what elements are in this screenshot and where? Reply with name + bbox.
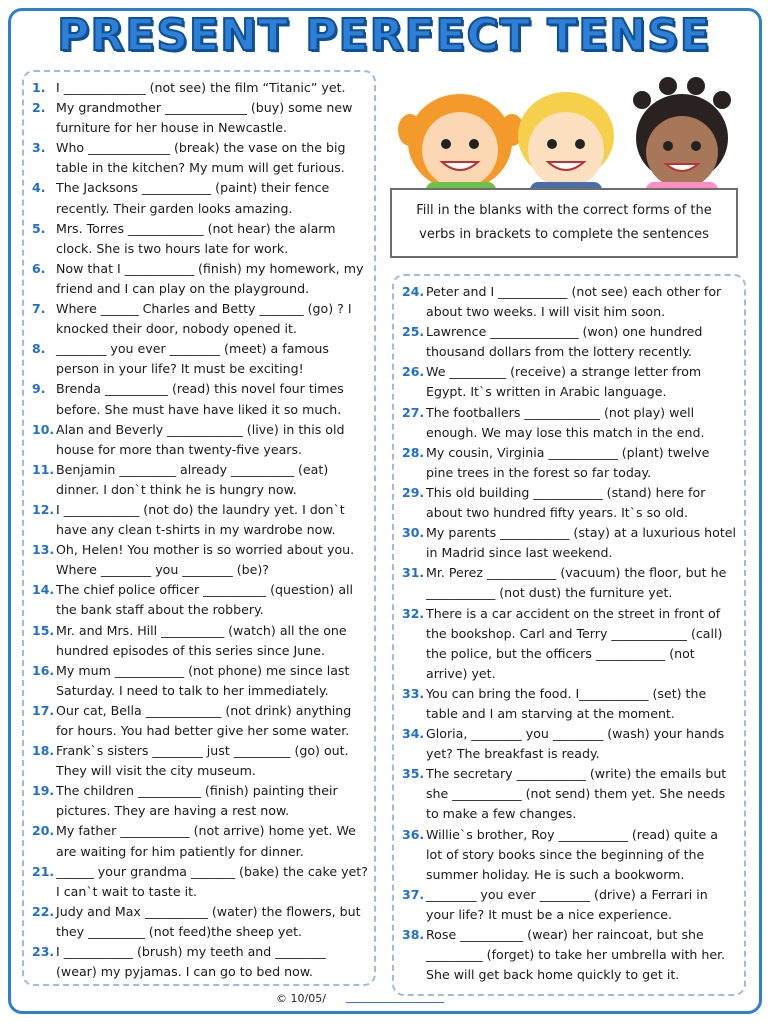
question-item [402,885,738,925]
question-item [32,862,368,902]
footer-underline [346,1002,444,1003]
question-text: Gloria, ________ you ________ (wash) your hands yet? The breakfast is ready. [426,726,725,762]
question-text: My mum ___________ (not phone) me since last Saturday. I need to talk to her immediately. [56,662,350,698]
question-item [32,178,368,218]
question-item [402,443,738,483]
question-number: 33. [402,685,425,701]
question-list-left [32,78,368,982]
question-number: 9. [32,381,46,397]
question-item [402,925,738,985]
question-number: 5. [32,220,46,236]
question-item [402,322,738,362]
children-illustration [390,70,742,200]
question-text: Mr. and Mrs. Hill __________ (watch) all the one hundred episodes of this series since June. [56,622,347,658]
question-text: Who _____________ (break) the vase on the big table in the kitchen? My mum will get furious. [56,140,346,176]
question-text: My parents ___________ (stay) at a luxurious hotel in Madrid since last weekend. [426,525,737,561]
question-item [402,282,738,322]
question-number: 12. [32,501,55,517]
instruction-box: Fill in the blanks with the correct forms of the verbs in brackets to complete the sentences [390,188,738,258]
question-number: 10. [32,421,55,437]
question-number: 18. [32,743,55,759]
question-text: The secretary ___________ (write) the emails but she ___________ (not send) them yet. She needs to make a few changes. [426,766,727,822]
left-question-column [22,70,376,986]
question-number: 25. [402,324,425,340]
girl-orange-hair-icon [398,94,524,200]
question-text: You can bring the food. I___________ (set) the table and I am starving at the moment. [426,685,707,721]
question-item [402,563,738,603]
question-text: Mrs. Torres ____________ (not hear) the alarm clock. She is two hours late for work. [56,220,336,256]
question-text: Mr. Perez ___________ (vacuum) the floor, but he ___________ (not dust) the furniture yet. [426,565,727,601]
question-number: 28. [402,444,425,460]
right-question-column [392,274,746,996]
question-number: 17. [32,702,55,718]
question-item [32,420,368,460]
question-number: 11. [32,461,55,477]
question-text: My father ___________ (not arrive) home yet. We are waiting for him patiently for dinner. [56,823,356,859]
question-item [402,684,738,724]
question-number: 19. [32,783,55,799]
question-item [402,724,738,764]
question-text: The chief police officer __________ (question) all the bank staff about the robbery. [56,582,354,618]
question-list-right [402,282,738,985]
question-text: ________ you ever ________ (meet) a famous person in your life? It must be exciting! [56,341,329,377]
question-text: Our cat, Bella ____________ (not drink) anything for hours. You had better give her some water. [56,702,352,738]
question-text: Frank`s sisters ________ just _________ (go) out. They will visit the city museum. [56,743,349,779]
question-item [32,942,368,982]
question-text: The footballers ____________ (not play) well enough. We may lose this match in the end. [426,404,705,440]
question-item [32,460,368,500]
question-text: My grandmother _____________ (buy) some new furniture for her house in Newcastle. [56,100,353,136]
question-text: Lawrence ______________ (won) one hundred thousand dollars from the lottery recently. [426,324,703,360]
question-item [32,661,368,701]
question-text: Willie`s brother, Roy ___________ (read) quite a lot of story books since the beginning of the summer holiday. He is such a bookworm. [426,826,718,882]
question-item [32,339,368,379]
question-number: 14. [32,582,55,598]
question-text: Now that I ___________ (finish) my homework, my friend and I can play on the playground. [56,260,364,296]
question-number: 13. [32,542,55,558]
question-item [32,580,368,620]
question-item [32,741,368,781]
question-text: The Jacksons ___________ (paint) their fence recently. Their garden looks amazing. [56,180,330,216]
question-item [32,259,368,299]
question-item [32,621,368,661]
question-number: 37. [402,886,425,902]
question-text: I ___________ (brush) my teeth and ________ (wear) my pyjamas. I can go to bed now. [56,944,326,980]
question-text: Oh, Helen! You mother is so worried about you. Where ________ you ________ (be)? [56,542,355,578]
question-item [402,362,738,402]
question-number: 30. [402,525,425,541]
question-text: Rose __________ (wear) her raincoat, but she _________ (forget) to take her umbrella with her. She will get back home quickly to get it. [426,927,726,983]
question-item [402,825,738,885]
question-item [32,781,368,821]
copyright-footer: © 10/05/ [276,992,326,1005]
page-title: PRESENT PERFECT TENSE [57,10,711,61]
question-item [32,219,368,259]
question-number: 2. [32,100,46,116]
question-text: Alan and Beverly ____________ (live) in this old house for more than twenty-five years. [56,421,345,457]
question-text: ________ you ever ________ (drive) a Ferrari in your life? It must be a nice experience. [426,886,708,922]
question-item [402,483,738,523]
question-text: We _________ (receive) a strange letter from Egypt. It`s written in Arabic language. [426,364,702,400]
question-item [402,764,738,824]
question-number: 29. [402,484,425,500]
question-item [32,500,368,540]
question-text: Where ______ Charles and Betty _______ (go) ? I knocked their door, nobody opened it. [56,301,352,337]
question-number: 31. [402,565,425,581]
question-item [32,902,368,942]
question-item [32,540,368,580]
question-text: I ____________ (not do) the laundry yet. I don`t have any clean t-shirts in my wardrobe now. [56,501,345,538]
question-item [32,98,368,138]
question-item [402,523,738,563]
question-item [32,78,368,98]
question-number: 23. [32,944,55,960]
question-number: 27. [402,404,425,420]
question-text: This old building ___________ (stand) here for about two hundred fifty years. It`s so old. [426,484,706,521]
boy-blonde-hair-icon [518,92,614,200]
question-number: 1. [32,80,46,95]
girl-dark-hair-icon [633,77,731,200]
question-text: The children __________ (finish) painting their pictures. They are having a rest now. [56,783,338,819]
question-number: 26. [402,364,425,380]
question-number: 4. [32,180,46,196]
question-text: ______ your grandma _______ (bake) the cake yet? I can`t wait to taste it. [56,863,368,899]
question-number: 20. [32,823,55,839]
question-item [32,701,368,741]
question-text: There is a car accident on the street in front of the bookshop. Carl and Terry ____________ (call) the police, but the officers ___________ (not arrive) yet. [426,605,723,681]
question-number: 8. [32,341,46,357]
question-item [402,403,738,443]
question-text: My cousin, Virginia ___________ (plant) twelve pine trees in the forest so far today. [426,444,710,480]
question-item [32,138,368,178]
illustration-area [390,70,742,262]
question-number: 34. [402,726,425,742]
question-number: 21. [32,863,55,879]
question-item [32,299,368,339]
question-text: Judy and Max __________ (water) the flowers, but they _________ (not feed)the sheep yet. [56,903,361,939]
question-number: 32. [402,605,425,621]
question-number: 35. [402,766,425,782]
question-number: 24. [402,284,425,299]
question-number: 6. [32,260,46,276]
question-number: 3. [32,140,46,156]
question-number: 16. [32,662,55,678]
question-number: 22. [32,903,55,919]
question-item [32,379,368,419]
question-number: 38. [402,927,425,942]
question-number: 15. [32,622,55,638]
question-item [402,604,738,684]
question-text: Peter and I ___________ (not see) each other for about two weeks. I will visit him soon. [426,284,722,320]
question-item [32,821,368,861]
question-text: Benjamin _________ already __________ (eat) dinner. I don`t think he is hungry now. [56,461,329,497]
question-number: 7. [32,301,46,317]
question-number: 36. [402,826,425,842]
question-text: I _____________ (not see) the film “Titanic” yet. [56,80,346,95]
question-text: Brenda __________ (read) this novel four times before. She must have have liked it so much. [56,381,344,417]
